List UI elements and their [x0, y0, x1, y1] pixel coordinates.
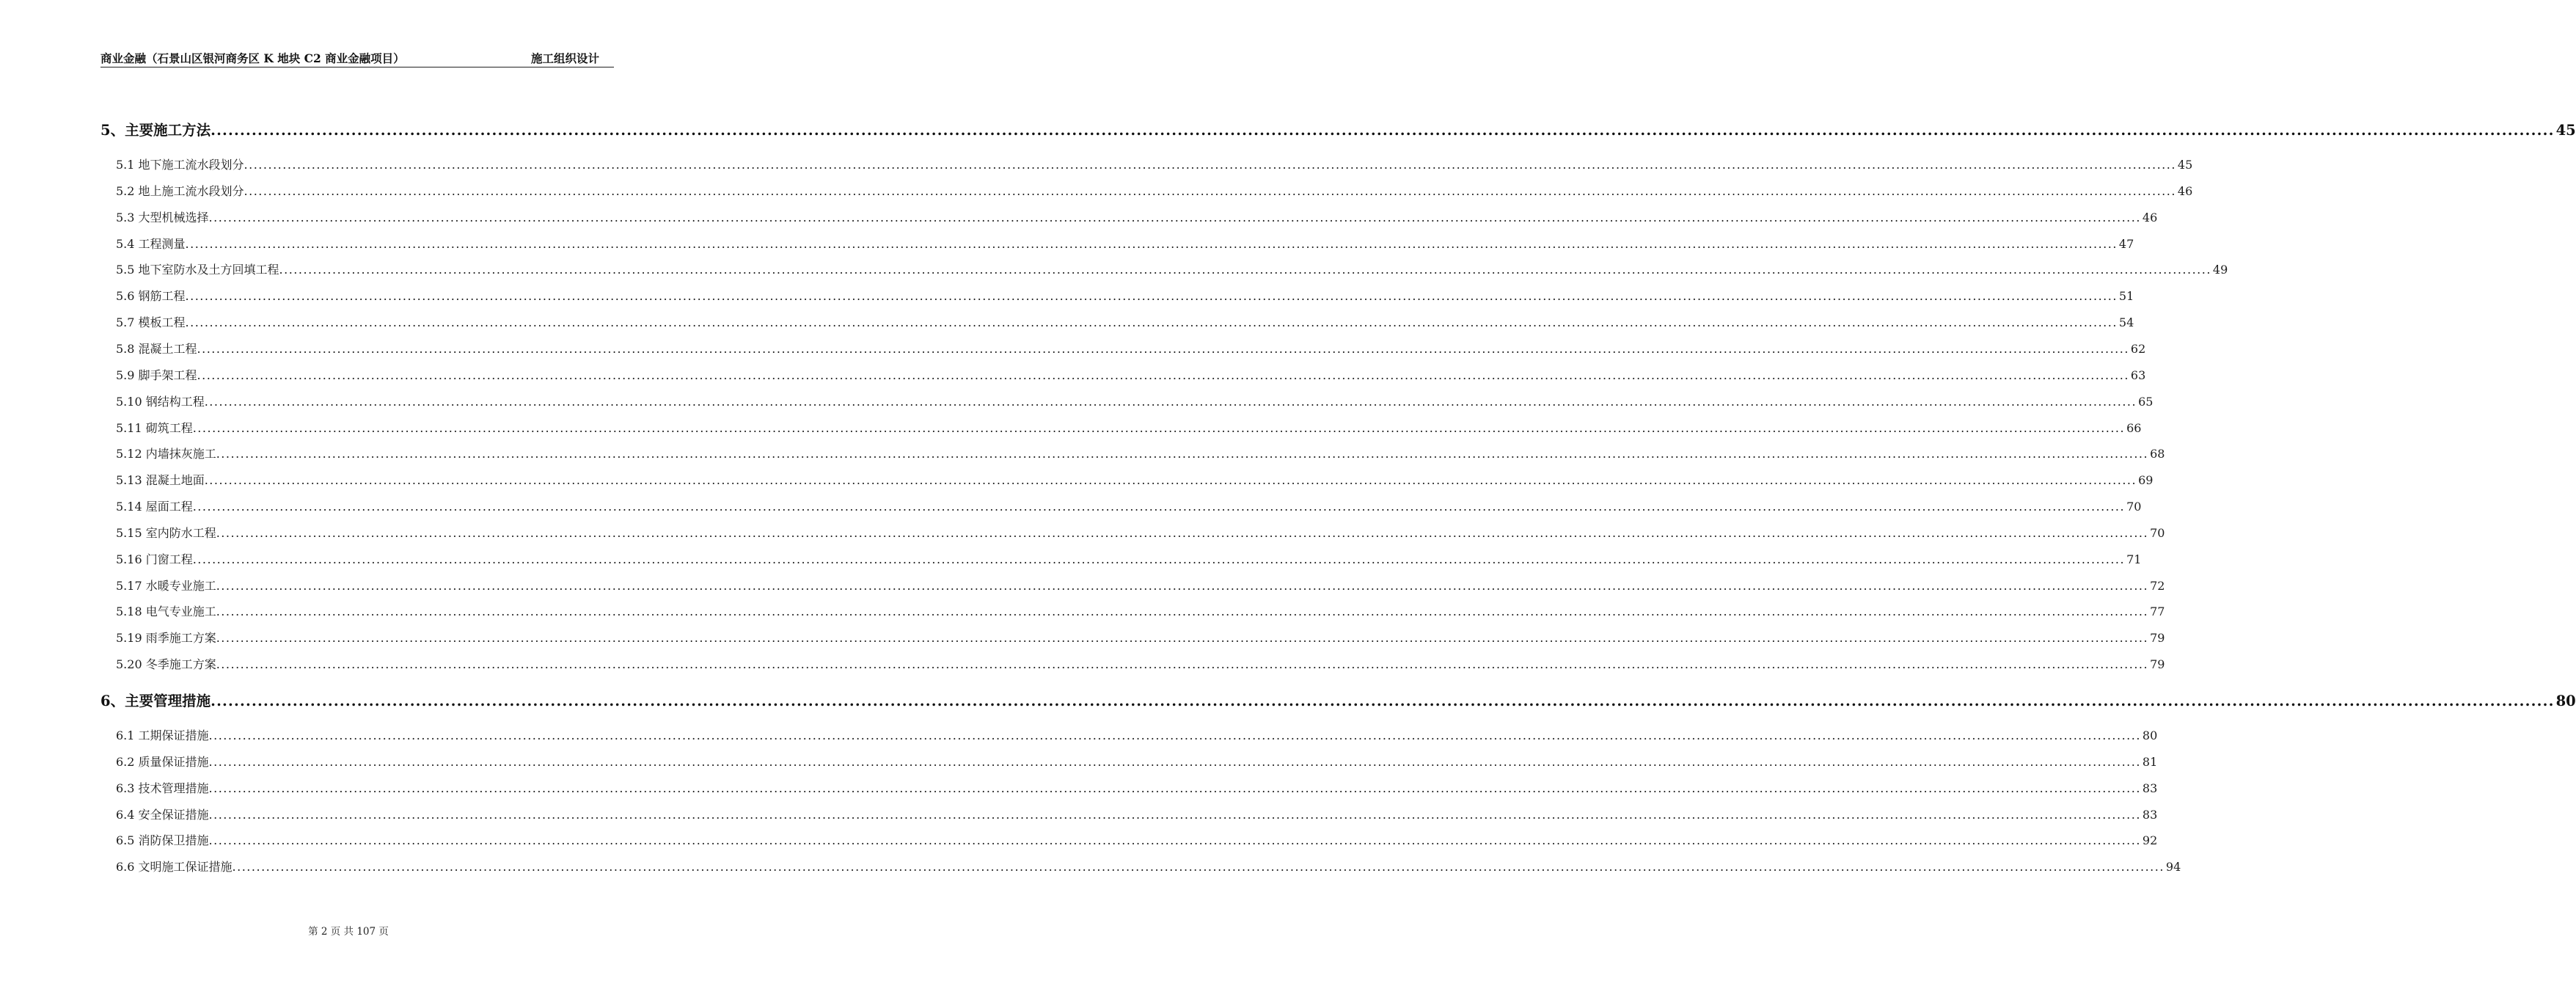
toc-entry-title: 6.5 消防保卫措施 — [116, 833, 209, 848]
toc-entry-page-number: 71 — [2126, 552, 2142, 566]
toc-entry-page-number: 81 — [2142, 754, 2158, 769]
dot-leader: ................................................................................................................................................................................................................................................................................................................................................................................................................ — [185, 236, 2118, 251]
toc-entry-page-number: 51 — [2118, 289, 2134, 304]
toc-entry-title: 5.2 地上施工流水段划分 — [116, 183, 244, 198]
toc-entry-page-number: 70 — [2150, 525, 2165, 540]
dot-leader: ................................................................................................................................................................................................................................................................................................................................................................................................................ — [216, 631, 2149, 646]
dot-leader: ................................................................................................................................................................................................................................................................................................................................................................................................................ — [244, 158, 2176, 172]
dot-leader: ................................................................................................................................................................................................................................................................................................................................................................................................................ — [216, 447, 2149, 461]
toc-entry-title: 6.1 工期保证措施 — [116, 728, 209, 742]
toc-section-entry[interactable] — [116, 497, 2142, 515]
toc-entry-title: 5.16 门窗工程 — [116, 552, 193, 566]
toc-section-entry[interactable] — [116, 208, 2158, 226]
toc-entry-page-number: 83 — [2142, 807, 2158, 822]
toc-section-entry[interactable] — [116, 858, 2181, 875]
toc-entry-title: 5.7 模板工程 — [116, 315, 186, 330]
toc-entry-title: 6.4 安全保证措施 — [116, 807, 209, 822]
toc-entry-page-number: 65 — [2138, 394, 2154, 409]
toc-entry-page-number: 63 — [2130, 368, 2146, 382]
dot-leader: ................................................................................................................................................................................................................................................................................................................................................................................................................ — [204, 394, 2137, 409]
toc-section-entry[interactable] — [116, 156, 2193, 173]
toc-entry-page-number: 79 — [2150, 631, 2165, 646]
toc-entry-title: 5.13 混凝土地面 — [116, 473, 205, 488]
dot-leader: ................................................................................................................................................................................................................................................................................................................................................................................................................ — [216, 657, 2149, 672]
toc-section-entry[interactable] — [116, 753, 2158, 770]
toc-section-entry[interactable] — [116, 629, 2165, 646]
toc-entry-title: 5.4 工程测量 — [116, 236, 186, 251]
toc-section-entry[interactable] — [116, 392, 2154, 410]
toc-entry-page-number: 70 — [2126, 500, 2142, 514]
toc-entry-title: 5.17 水暖专业施工 — [116, 578, 216, 593]
toc-section-entry[interactable] — [116, 779, 2158, 797]
toc-entry-title: 6.3 技术管理措施 — [116, 781, 209, 795]
toc-entry-title: 5.3 大型机械选择 — [116, 210, 209, 224]
dot-leader: ................................................................................................................................................................................................................................................................................................................................................................................................................ — [192, 500, 2126, 514]
toc-section-entry[interactable] — [116, 550, 2142, 568]
dot-leader: ................................................................................................................................................................................................................................................................................................................................................................................................................ — [204, 473, 2137, 488]
toc-entry-page-number: 83 — [2142, 781, 2158, 795]
toc-entry-title: 5.14 屋面工程 — [116, 500, 193, 514]
toc-section-entry[interactable] — [116, 471, 2154, 489]
dot-leader: ................................................................................................................................................................................................................................................................................................................................................................................................................ — [185, 289, 2118, 304]
toc-entry-page-number: 46 — [2177, 183, 2193, 198]
dot-leader: ................................................................................................................................................................................................................................................................................................................................................................................................................ — [211, 122, 2555, 139]
toc-section-entry[interactable] — [116, 602, 2165, 620]
toc-entry-page-number: 45 — [2555, 122, 2576, 139]
dot-leader: ................................................................................................................................................................................................................................................................................................................................................................................................................ — [192, 552, 2126, 566]
toc-section-entry[interactable] — [116, 235, 2134, 252]
toc-entry-page-number: 80 — [2555, 693, 2576, 709]
toc-entry-title: 5.1 地下施工流水段划分 — [116, 158, 244, 172]
header-project-title: 商业金融（石景山区银河商务区 K 地块 C2 商业金融项目） — [100, 51, 405, 65]
toc-entry-page-number: 66 — [2126, 420, 2142, 435]
toc-section-entry[interactable] — [116, 524, 2165, 541]
toc-entry-title: 6.2 质量保证措施 — [116, 754, 209, 769]
toc-entry-title: 5.6 钢筋工程 — [116, 289, 186, 304]
dot-leader: ................................................................................................................................................................................................................................................................................................................................................................................................................ — [208, 210, 2141, 224]
header-document-type: 施工组织设计 — [530, 51, 599, 65]
toc-entry-title: 5.15 室内防水工程 — [116, 525, 216, 540]
toc-entry-page-number: 69 — [2138, 473, 2154, 488]
page-footer: 第 2 页 共 107 页 — [308, 926, 389, 938]
toc-chapter-entry[interactable] — [100, 690, 2576, 710]
dot-leader: ................................................................................................................................................................................................................................................................................................................................................................................................................ — [208, 781, 2141, 795]
toc-entry-page-number: 49 — [2212, 263, 2228, 277]
running-header — [100, 48, 614, 67]
dot-leader: ................................................................................................................................................................................................................................................................................................................................................................................................................ — [244, 183, 2176, 198]
toc-section-entry[interactable] — [116, 445, 2165, 462]
toc-entry-title: 5.8 混凝土工程 — [116, 341, 197, 356]
dot-leader: ................................................................................................................................................................................................................................................................................................................................................................................................................ — [208, 754, 2141, 769]
toc-entry-page-number: 47 — [2118, 236, 2134, 251]
toc-section-entry[interactable] — [116, 419, 2142, 437]
toc-section-entry[interactable] — [116, 260, 2228, 278]
toc-section-entry[interactable] — [116, 831, 2158, 849]
dot-leader: ................................................................................................................................................................................................................................................................................................................................................................................................................ — [208, 807, 2141, 822]
dot-leader: ................................................................................................................................................................................................................................................................................................................................................................................................................ — [279, 263, 2211, 277]
toc-entry-page-number: 80 — [2142, 728, 2158, 742]
toc-entry-title: 5.20 冬季施工方案 — [116, 657, 216, 672]
dot-leader: ................................................................................................................................................................................................................................................................................................................................................................................................................ — [232, 860, 2165, 874]
toc-section-entry[interactable] — [116, 340, 2146, 357]
toc-entry-title: 5.5 地下室防水及土方回填工程 — [116, 263, 279, 277]
toc-section-entry[interactable] — [116, 726, 2158, 744]
toc-entry-title: 5.10 钢结构工程 — [116, 394, 205, 409]
dot-leader: ................................................................................................................................................................................................................................................................................................................................................................................................................ — [216, 525, 2149, 540]
toc-section-entry[interactable] — [116, 287, 2134, 304]
dot-leader: ................................................................................................................................................................................................................................................................................................................................................................................................................ — [211, 693, 2555, 709]
toc-entry-title: 5.9 脚手架工程 — [116, 368, 197, 382]
toc-section-entry[interactable] — [116, 577, 2165, 594]
toc-entry-page-number: 72 — [2150, 578, 2165, 593]
toc-section-entry[interactable] — [116, 806, 2158, 823]
dot-leader: ................................................................................................................................................................................................................................................................................................................................................................................................................ — [216, 605, 2149, 619]
toc-entry-page-number: 77 — [2150, 605, 2165, 619]
toc-section-entry[interactable] — [116, 182, 2193, 200]
dot-leader: ................................................................................................................................................................................................................................................................................................................................................................................................................ — [192, 420, 2126, 435]
dot-leader: ................................................................................................................................................................................................................................................................................................................................................................................................................ — [216, 578, 2149, 593]
toc-section-entry[interactable] — [116, 655, 2165, 673]
toc-entry-title: 6.6 文明施工保证措施 — [116, 860, 233, 874]
dot-leader: ................................................................................................................................................................................................................................................................................................................................................................................................................ — [185, 315, 2118, 330]
toc-entry-page-number: 54 — [2118, 315, 2134, 330]
toc-entry-page-number: 68 — [2150, 447, 2165, 461]
dot-leader: ................................................................................................................................................................................................................................................................................................................................................................................................................ — [197, 368, 2129, 382]
toc-entry-title: 6、主要管理措施 — [100, 693, 211, 709]
toc-entry-page-number: 79 — [2150, 657, 2165, 672]
dot-leader: ................................................................................................................................................................................................................................................................................................................................................................................................................ — [197, 341, 2129, 356]
toc-entry-page-number: 94 — [2165, 860, 2181, 874]
toc-entry-title: 5.12 内墙抹灰施工 — [116, 447, 216, 461]
toc-entry-page-number: 92 — [2142, 833, 2158, 848]
toc-chapter-entry[interactable] — [100, 119, 2576, 139]
toc-entry-page-number: 45 — [2177, 158, 2193, 172]
dot-leader: ................................................................................................................................................................................................................................................................................................................................................................................................................ — [208, 728, 2141, 742]
toc-entry-page-number: 46 — [2142, 210, 2158, 224]
toc-entry-title: 5.19 雨季施工方案 — [116, 631, 216, 646]
toc-section-entry[interactable] — [116, 366, 2146, 384]
toc-entry-page-number: 62 — [2130, 341, 2146, 356]
toc-entry-title: 5、主要施工方法 — [100, 122, 211, 139]
toc-entry-title: 5.11 砌筑工程 — [116, 420, 193, 435]
toc-section-entry[interactable] — [116, 313, 2134, 331]
dot-leader: ................................................................................................................................................................................................................................................................................................................................................................................................................ — [208, 833, 2141, 848]
toc-entry-title: 5.18 电气专业施工 — [116, 605, 216, 619]
